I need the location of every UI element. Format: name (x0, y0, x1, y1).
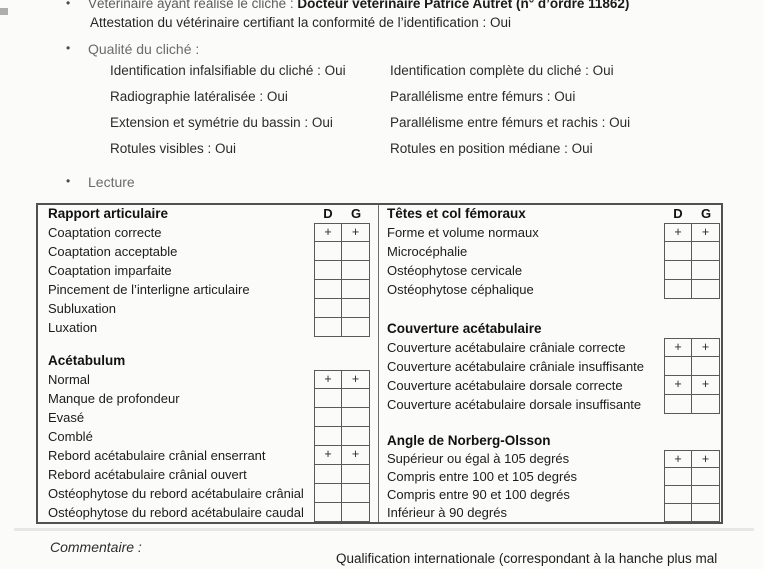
checkbox-g (692, 395, 720, 414)
checkbox-g: + (342, 370, 370, 389)
table-row (387, 357, 721, 376)
bullet-icon: • (66, 41, 71, 55)
quality-item: Rotules visibles : Oui (110, 141, 237, 156)
row-label: Ostéophytose cervicale (387, 263, 523, 278)
row-label: Forme et volume normaux (387, 225, 539, 240)
table-row (48, 484, 378, 503)
row-label: Compris entre 90 et 100 degrés (387, 487, 570, 502)
column-header-g: G (350, 206, 362, 221)
scan-streak (14, 528, 754, 531)
checkbox-d: + (664, 450, 692, 468)
subsection-title: Couverture acétabulaire (387, 321, 542, 336)
checkbox-g (342, 408, 370, 427)
checkbox-d (664, 395, 692, 414)
table-row (48, 446, 378, 465)
subsection-title-row (387, 319, 721, 338)
checkbox-g (692, 242, 720, 261)
scan-smudge (0, 8, 8, 15)
lecture-section-title (66, 174, 135, 190)
row-label: Ostéophytose céphalique (387, 282, 534, 297)
row-label: Pincement de l’interligne articulaire (48, 282, 250, 297)
checkbox-g: + (692, 223, 720, 242)
checkbox-g (342, 484, 370, 503)
table-row (48, 503, 378, 522)
row-label: Ostéophytose du rebord acétabulaire caudal (48, 505, 304, 520)
table-row (48, 318, 378, 337)
table-row (48, 427, 378, 446)
subsection-title-row (387, 431, 721, 450)
checkbox-g: + (692, 450, 720, 468)
checkbox-d (314, 503, 342, 522)
checkbox-g: + (692, 338, 720, 357)
checkbox-d: + (314, 223, 342, 242)
veterinarian-name: Docteur vétérinaire Patrice Autret (n° d’ordre 11862) (297, 0, 630, 11)
row-label: Compris entre 100 et 105 degrés (387, 469, 578, 484)
quality-item: Extension et symétrie du bassin : Oui (110, 115, 333, 130)
checkbox-d (314, 242, 342, 261)
bullet-icon: • (66, 174, 71, 188)
checkbox-g (692, 486, 720, 504)
quality-item: Parallélisme entre fémurs et rachis : Oui (390, 115, 631, 130)
attestation-line: Attestation du vétérinaire certifiant la conformité de l’identification : Oui (90, 15, 511, 30)
row-label: Couverture acétabulaire dorsale insuffisante (387, 397, 642, 412)
column-header-d: D (673, 206, 683, 221)
quality-section-title (66, 41, 199, 57)
row-label: Normal (48, 372, 90, 387)
checkbox-g (342, 280, 370, 299)
table-row (48, 280, 378, 299)
checkbox-g (692, 357, 720, 376)
veterinarian-label: Vétérinaire ayant réalisé le cliché : (88, 0, 294, 11)
table-header-row (48, 205, 378, 223)
checkbox-d (664, 242, 692, 261)
table-row (48, 408, 378, 427)
table-row (48, 299, 378, 318)
quality-item: Identification infalsifiable du cliché : Oui (110, 63, 346, 78)
qualification-line: Qualification internationale (correspondant à la hanche plus mal (336, 551, 718, 566)
table-row (387, 376, 721, 395)
checkbox-g (342, 318, 370, 337)
quality-item: Parallélisme entre fémurs : Oui (390, 89, 576, 104)
commentaire-label: Commentaire : (50, 539, 142, 555)
table-header-row (387, 205, 721, 223)
table-row (387, 395, 721, 414)
column-header: Têtes et col fémoraux (387, 206, 526, 221)
row-label: Ostéophytose du rebord acétabulaire crânial (48, 486, 304, 501)
checkbox-g (692, 280, 720, 299)
row-label: Luxation (48, 320, 98, 335)
bullet-icon: • (66, 0, 71, 10)
table-row (387, 450, 721, 468)
column-header: Rapport articulaire (48, 206, 169, 221)
checkbox-g (342, 242, 370, 261)
row-label: Couverture acétabulaire crâniale correcte (387, 340, 626, 355)
checkbox-d: + (664, 376, 692, 395)
table-row (48, 223, 378, 242)
checkbox-d (314, 299, 342, 318)
checkbox-d (664, 504, 692, 522)
subsection-title: Acétabulum (48, 353, 126, 368)
checkbox-d (314, 261, 342, 280)
table-row (387, 280, 721, 299)
column-header-g: G (700, 206, 712, 221)
lecture-table (36, 203, 723, 524)
table-row (48, 389, 378, 408)
checkbox-d (314, 427, 342, 446)
checkbox-d (664, 280, 692, 299)
checkbox-g (692, 504, 720, 522)
checkbox-g (342, 261, 370, 280)
row-label: Supérieur ou égal à 105 degrés (387, 451, 570, 466)
row-label: Coaptation correcte (48, 225, 162, 240)
table-row (387, 468, 721, 486)
lecture-title-text: Lecture (88, 174, 135, 190)
checkbox-d: + (314, 446, 342, 465)
row-label: Rebord acétabulaire crânial ouvert (48, 467, 247, 482)
checkbox-d (664, 486, 692, 504)
row-label: Inférieur à 90 degrés (387, 505, 507, 520)
checkbox-d (314, 408, 342, 427)
angle-norberg-olsson-block (387, 450, 721, 522)
rapport-articulaire-block (48, 223, 378, 337)
quality-title-text: Qualité du cliché : (88, 41, 200, 57)
row-label: Subluxation (48, 301, 116, 316)
couverture-acetabulaire-block (387, 338, 721, 414)
checkbox-d (664, 357, 692, 376)
lecture-table-left (38, 205, 379, 522)
row-label: Coaptation imparfaite (48, 263, 172, 278)
checkbox-g (342, 465, 370, 484)
row-label: Microcéphalie (387, 244, 468, 259)
checkbox-g: + (692, 376, 720, 395)
veterinarian-line (66, 0, 629, 12)
checkbox-g (342, 299, 370, 318)
checkbox-g: + (342, 446, 370, 465)
quality-item: Identification complète du cliché : Oui (390, 63, 614, 78)
row-label: Evasé (48, 410, 85, 425)
quality-item: Radiographie latéralisée : Oui (110, 89, 288, 104)
subsection-title-row (48, 351, 378, 370)
row-label: Coaptation acceptable (48, 244, 178, 259)
checkbox-g: + (342, 223, 370, 242)
table-row (48, 242, 378, 261)
checkbox-g (692, 261, 720, 280)
quality-item: Rotules en position médiane : Oui (390, 141, 593, 156)
table-row (387, 223, 721, 242)
checkbox-g (342, 503, 370, 522)
table-row (48, 465, 378, 484)
checkbox-d: + (664, 338, 692, 357)
table-row (387, 242, 721, 261)
checkbox-g (342, 389, 370, 408)
subsection-title: Angle de Norberg-Olsson (387, 433, 551, 448)
checkbox-d (314, 280, 342, 299)
checkbox-d (664, 261, 692, 280)
checkbox-d (314, 484, 342, 503)
row-label: Couverture acétabulaire dorsale correcte (387, 378, 623, 393)
row-label: Rebord acétabulaire crânial enserrant (48, 448, 266, 463)
row-label: Comblé (48, 429, 93, 444)
checkbox-d (314, 389, 342, 408)
table-row (387, 504, 721, 522)
checkbox-d (664, 468, 692, 486)
table-row (387, 486, 721, 504)
lecture-table-right (379, 205, 721, 522)
checkbox-d: + (314, 370, 342, 389)
table-row (387, 338, 721, 357)
checkbox-d: + (664, 223, 692, 242)
acetabulum-block (48, 370, 378, 522)
table-row (48, 261, 378, 280)
checkbox-d (314, 465, 342, 484)
tetes-col-femoraux-block (387, 223, 721, 299)
checkbox-g (692, 468, 720, 486)
row-label: Couverture acétabulaire crâniale insuffisante (387, 359, 645, 374)
table-row (48, 370, 378, 389)
checkbox-g (342, 427, 370, 446)
column-header-d: D (323, 206, 333, 221)
table-row (387, 261, 721, 280)
row-label: Manque de profondeur (48, 391, 180, 406)
checkbox-d (314, 318, 342, 337)
